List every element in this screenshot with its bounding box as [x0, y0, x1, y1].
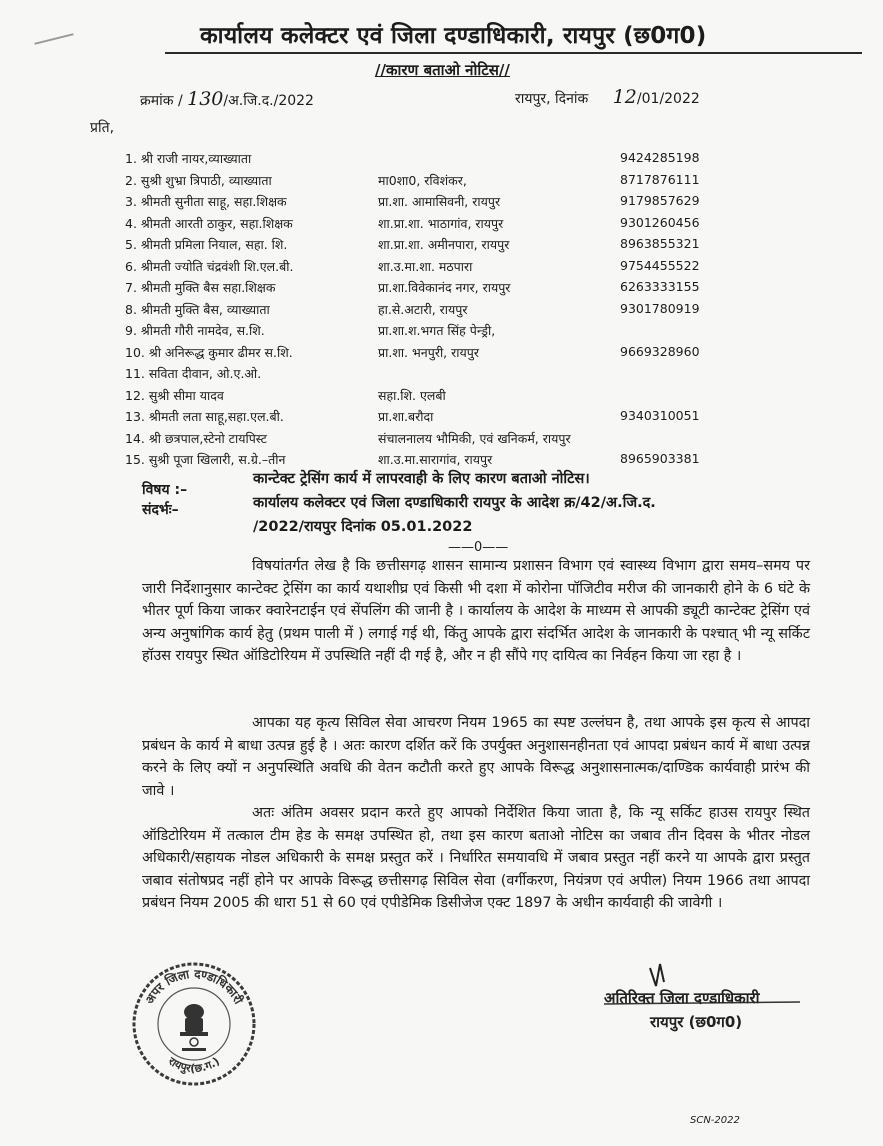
office-title: कार्यालय कलेक्टर एवं जिला दण्डाधिकारी, रायपुर (छ0ग0) — [200, 23, 707, 49]
footer-code: SCN-2022 — [690, 1115, 740, 1126]
subject-label: विषय :– — [142, 482, 188, 498]
recipient-name: 4. श्रीमती आरती ठाकुर, सहा.शिक्षक — [125, 215, 293, 231]
recipient-name: 9. श्रीमती गौरी नामदेव, स.शि. — [125, 323, 265, 338]
recipient-office: शा.उ.मा.सारागांव, रायपुर — [378, 452, 493, 467]
body-paragraph-3: अतः अंतिम अवसर प्रदान करते हुए आपको निर्देशित किया जाता है, कि न्यू सर्किट हाउस रायपुर स्थित ऑडिटोरियम में तत्काल टीम हेड के समक्ष उपस्थित हो, तथा इस कारण बताओ नोटिस का जबाव तीन दिवस के भीतर नोडल अधिकारी/सहायक नोडल अधिकारी के समक्ष प्रस्तुत करें । निर्धारित समयावधि में जबाव प्रस्तुत नहीं करने या आपके द्वारा प्रस्तुत जबाव संतोषप्रद नहीं होने पर आपके विरूद्ध छत्तीसगढ़ सिविल सेवा (वर्गीकरण, नियंत्रण एवं अपील) नियम 1966 तथा आपदा प्रबंधन नियम 2005 की धारा 51 से 60 एवं एपीडेमिक डिसीजेज एक्ट 1897 के अधीन कार्यवाही की जावेगी । — [142, 805, 810, 911]
body-paragraph-2: आपका यह कृत्य सिविल सेवा आचरण नियम 1965 का स्पष्ट उल्लंघन है, तथा आपके इस कृत्य से आपदा प्रबंधन के कार्य मे बाधा उत्पन्न हुई है । अतः कारण दर्शित करें कि उपर्युक्त अनुशासनहीनता एवं आपदा प्रबंधन कार्य में बाधा उत्पन्न करने के लिए क्यों न अनुपस्थिति अवधि की वेतन कटौती करते हुए आपके विरूद्ध अनुशासनात्मक/दाण्डिक कार्यवाही प्रारंभ की जावे । — [142, 715, 810, 799]
reference-number: क्रमांक / 130/अ.जि.द./2022 — [140, 88, 314, 110]
recipient-row — [125, 365, 865, 387]
recipient-row — [125, 344, 865, 366]
recipient-name: 15. सुश्री पूजा खिलारी, स.ग्रे.–तीन — [125, 452, 286, 467]
recipient-office: प्रा.शा.विवेकानंद नगर, रायपुर — [378, 280, 511, 295]
recipient-name: 13. श्रीमती लता साहू,सहा.एल.बी. — [125, 409, 284, 424]
svg-text:रायपुर(छ.ग.): रायपुर(छ.ग.) — [165, 1054, 223, 1076]
recipient-office: प्रा.शा. आमासिवनी, रायपुर — [378, 194, 501, 209]
recipient-phone: 8965903381 — [620, 451, 700, 466]
recipient-phone: 8963855321 — [620, 236, 700, 251]
recipient-phone: 8717876111 — [620, 171, 700, 187]
recipient-name: 1. श्री राजी नायर,व्याख्याता — [125, 151, 252, 166]
recipient-row — [125, 387, 865, 409]
recipient-row — [125, 150, 865, 172]
recipient-office: प्रा.शा. भनपुरी, रायपुर — [378, 344, 479, 360]
recipient-office: शा.उ.मा.शा. मठपारा — [378, 258, 473, 274]
recipient-name: 8. श्रीमती मुक्ति बैस, व्याख्याता — [125, 301, 270, 317]
recipient-office: शा.प्रा.शा. अमीनपारा, रायपुर — [378, 237, 510, 252]
subject-text: कान्टेक्ट ट्रेसिंग कार्य में लापरवाही के लिए कारण बताओ नोटिस। — [253, 471, 590, 487]
recipient-row — [125, 236, 865, 258]
recipient-office: संचालनालय भौमिकी, एवं खनिकर्म, रायपुर — [378, 430, 571, 446]
recipient-name: 10. श्री अनिरूद्ध कुमार ढीमर स.शि. — [125, 344, 293, 360]
svg-text:अपर जिला दण्डाधिकारी: अपर जिला दण्डाधिकारी — [142, 966, 246, 1007]
recipient-phone: 9424285198 — [620, 150, 700, 165]
recipient-name: 5. श्रीमती प्रमिला नियाल, सहा. शि. — [125, 237, 288, 252]
recipient-row — [125, 279, 865, 301]
recipient-name: 12. सुश्री सीमा यादव — [125, 387, 224, 403]
recipient-name: 3. श्रीमती सुनीता साहू, सहा.शिक्षक — [125, 194, 287, 209]
recipient-row — [125, 408, 865, 430]
recipient-phone: 9754455522 — [620, 257, 700, 273]
recipient-name: 6. श्रीमती ज्योति चंद्रवंशी शि.एल.बी. — [125, 258, 294, 274]
margin-pen-mark — [34, 33, 73, 45]
notice-heading: //कारण बताओ नोटिस// — [375, 61, 510, 79]
recipient-office: हा.से.अटारी, रायपुर — [378, 301, 468, 317]
recipient-name: 7. श्रीमती मुक्ति बैस सहा.शिक्षक — [125, 280, 276, 295]
emblem-icon — [180, 1004, 208, 1051]
recipient-office: सहा.शि. एलबी — [378, 387, 446, 403]
recipient-list — [125, 150, 865, 473]
recipient-phone: 9340310051 — [620, 408, 700, 423]
recipient-name: 14. श्री छत्रपाल,स्टेनो टायपिस्ट — [125, 430, 267, 446]
recipient-phone: 9301780919 — [620, 300, 700, 316]
recipient-office: प्रा.शा.बरौदा — [378, 409, 434, 424]
recipient-name: 2. सुश्री शुभ्रा त्रिपाठी, व्याख्याता — [125, 172, 272, 188]
recipient-phone: 9301260456 — [620, 214, 700, 230]
recipient-row — [125, 172, 865, 194]
recipient-phone: 9669328960 — [620, 343, 700, 359]
recipient-office: मा0शा0, रविशंकर, — [378, 172, 467, 188]
signatory-place: रायपुर (छ0ग0) — [650, 1013, 743, 1031]
header-rule — [165, 52, 862, 54]
handwritten-number: 130 — [187, 88, 224, 110]
reference-line-2: /2022/रायपुर दिनांक 05.01.2022 — [253, 519, 473, 535]
recipient-row — [125, 301, 865, 323]
body-paragraph-1: विषयांतर्गत लेख है कि छत्तीसगढ़ शासन सामान्य प्रशासन विभाग एवं स्वास्थ्य विभाग द्वारा समय–समय पर जारी निर्देशानुसार कान्टेक्ट ट्रेसिंग का कार्य यथाशीघ्र एवं किसी भी दशा में कोरोना पॉजिटीव मरीज की जानकारी होने के 6 घंटे के भीतर पूर्ण किया जाकर क्वारेनटाईन एवं सेंपलिंग की जानी है । कार्यालय के आदेश के माध्यम से आपकी ड्यूटी कान्टेक्ट ट्रेसिंग एवं अन्य अनुषांगिक कार्य हेतु (प्रथम पाली में ) लगाई गई थी, किंतु आपके द्वारा संदर्भित आदेश के जानकारी के पश्चात् भी न्यू सर्किट हॉउस रायपुर स्थित ऑडिटोरियम में उपस्थिति नहीं दी गई है, और न ही सौंपे गए दायित्व का निर्वहन किया जा रहा है । — [142, 558, 810, 664]
reference-label: संदर्भः– — [142, 502, 179, 518]
separator: ——0—— — [448, 540, 509, 555]
signatory-designation: अतिरिक्त जिला दण्डाधिकारी — [604, 989, 760, 1007]
recipient-row — [125, 258, 865, 280]
handwritten-day: 12 — [612, 86, 637, 108]
recipient-phone: 9179857629 — [620, 193, 700, 208]
recipient-row — [125, 193, 865, 215]
recipient-office: शा.प्रा.शा. भाठागांव, रायपुर — [378, 215, 504, 231]
recipient-row — [125, 430, 865, 452]
recipient-row — [125, 215, 865, 237]
recipient-phone: 6263333155 — [620, 279, 700, 294]
recipient-name: 11. सविता दीवान, ओ.ए.ओ. — [125, 366, 262, 381]
prati-label: प्रति, — [90, 120, 115, 136]
recipient-office: प्रा.शा.श.भगत सिंह पेन्ड्री, — [378, 323, 496, 338]
office-seal — [130, 960, 258, 1088]
issue-date: रायपुर, दिनांक 12/01/2022 — [515, 86, 700, 108]
recipient-row — [125, 322, 865, 344]
reference-line-1: कार्यालय कलेक्टर एवं जिला दण्डाधिकारी रायपुर के आदेश क्र/42/अ.जि.द. — [253, 495, 656, 511]
